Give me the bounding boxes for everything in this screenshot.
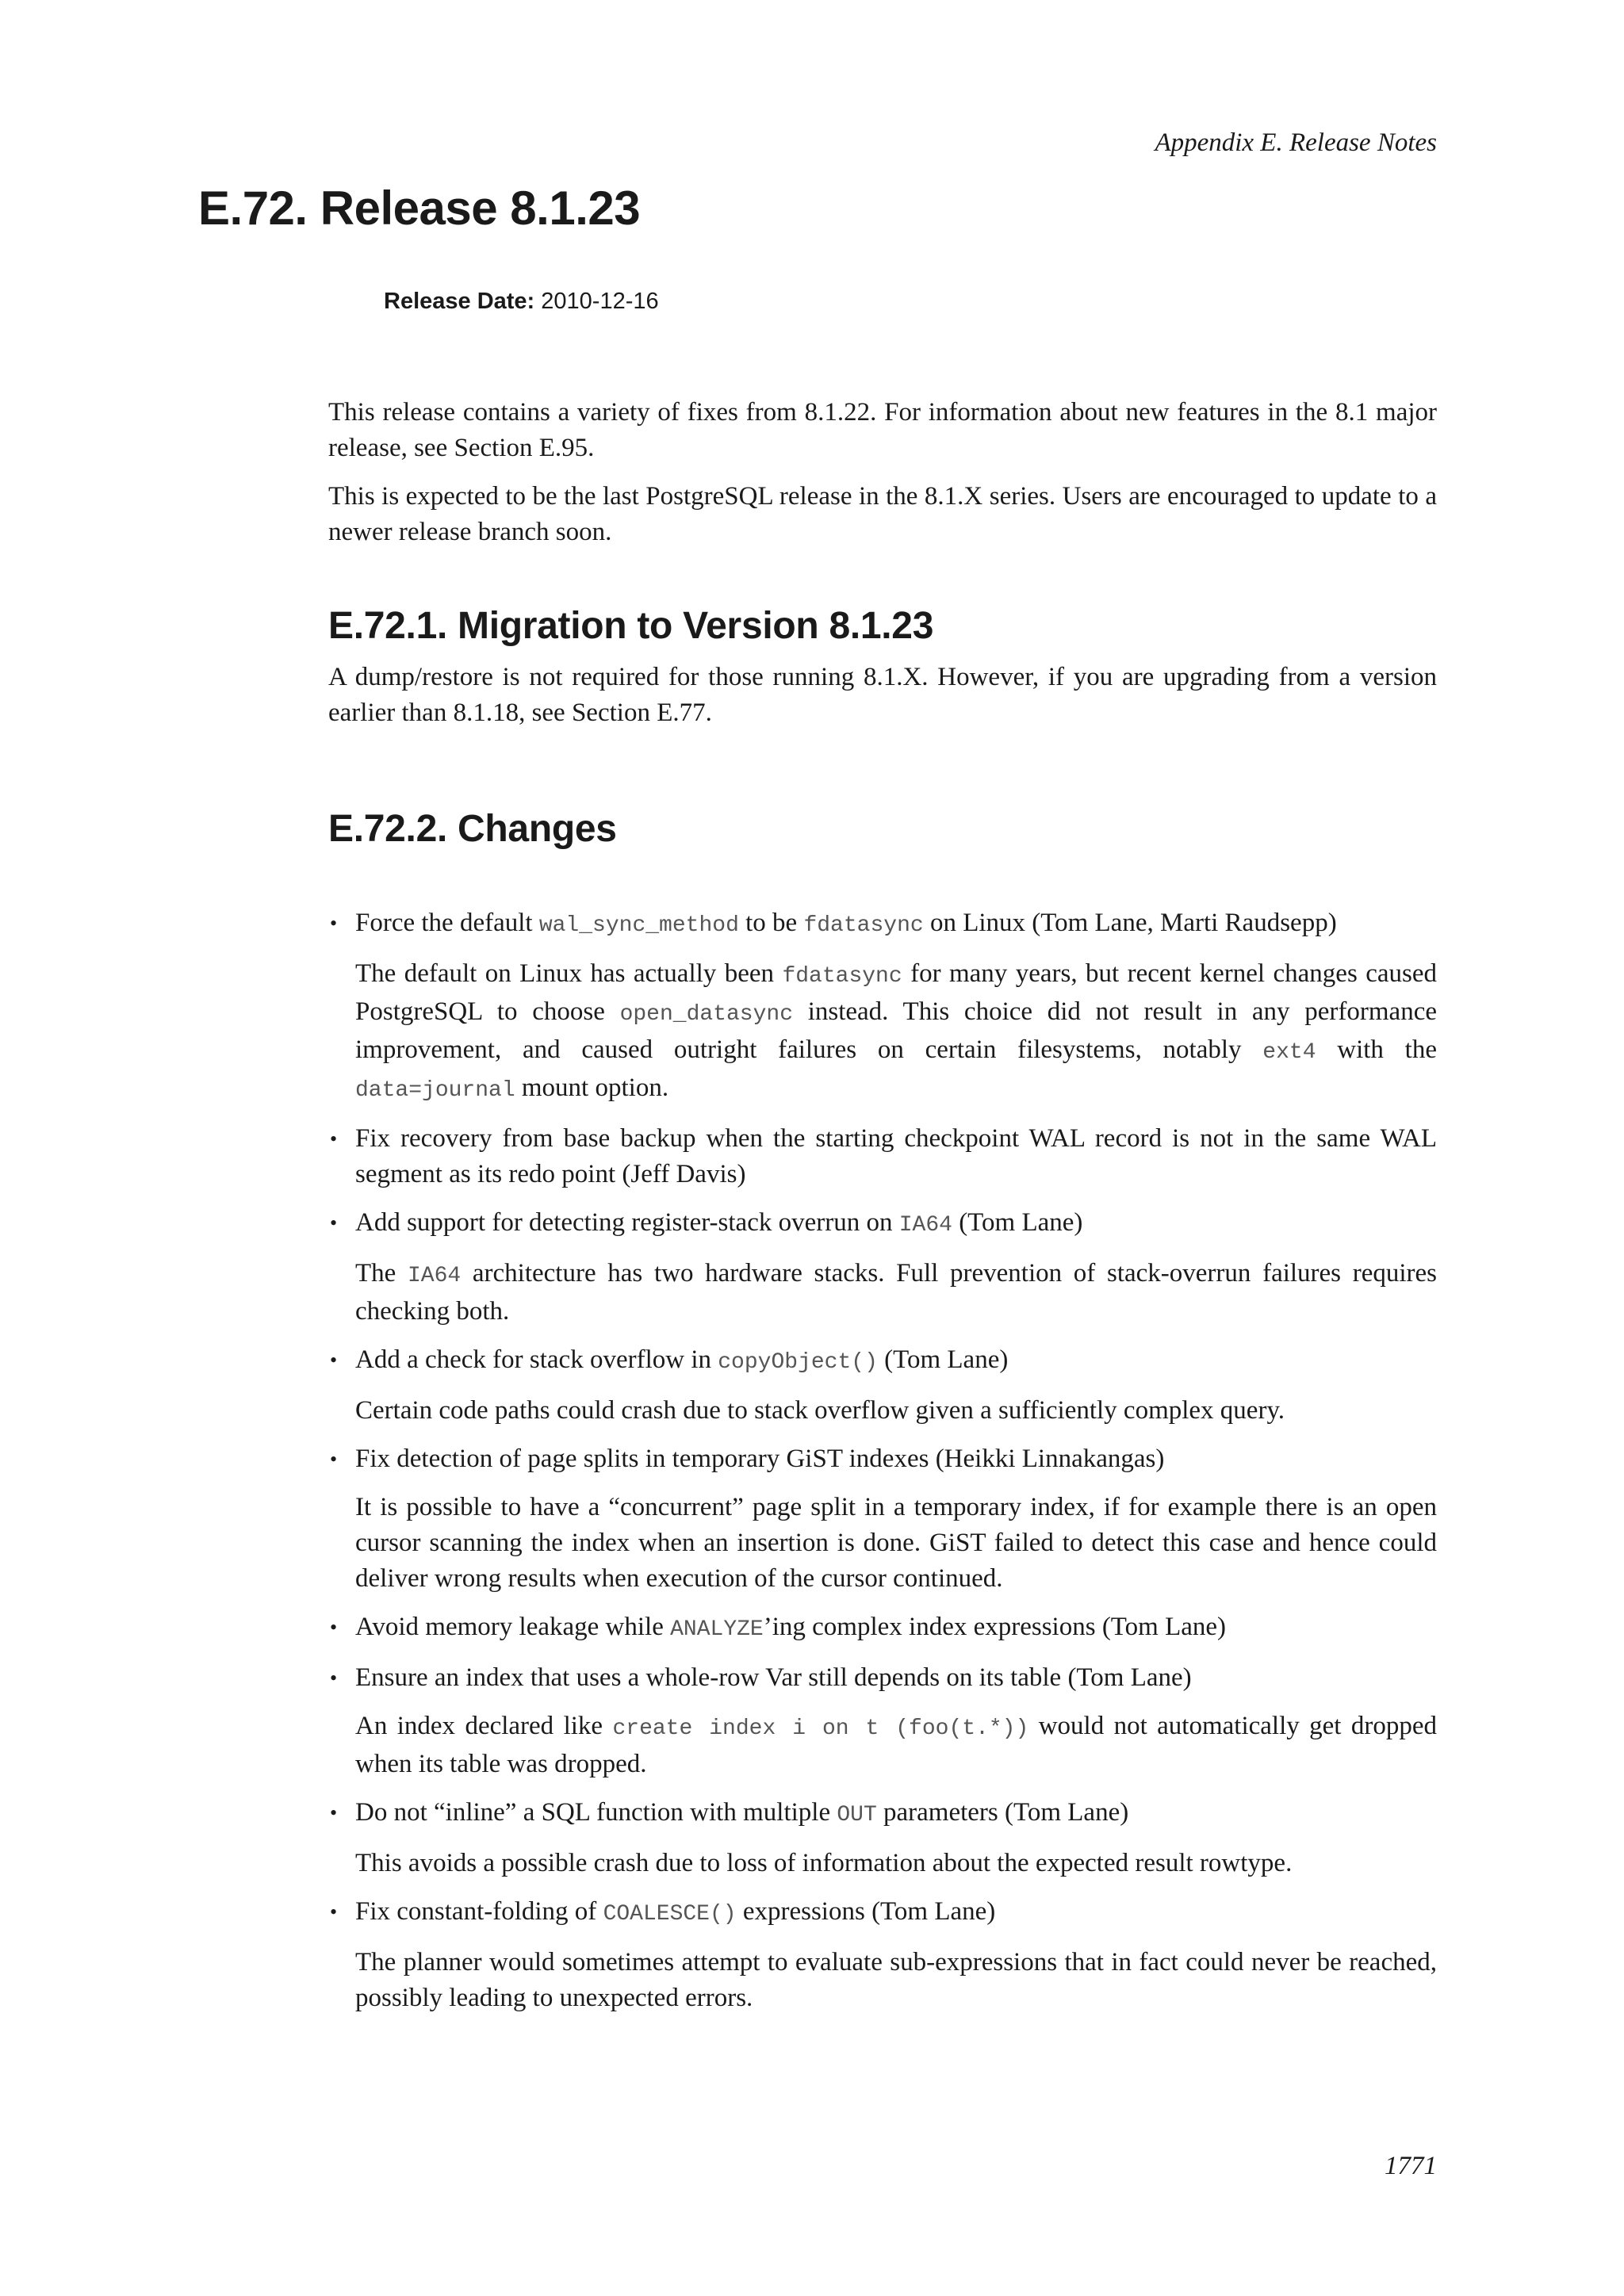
code-literal: data=journal bbox=[355, 1078, 515, 1103]
change-item-whole-row-var bbox=[330, 1660, 1437, 1782]
bullet-icon: • bbox=[330, 912, 338, 935]
intro-paragraph-2: This is expected to be the last PostgreSQL release in the 8.1.X series. Users are encouraged to update to a newer release branch soon. bbox=[328, 482, 1437, 546]
code-literal: IA64 bbox=[898, 1213, 952, 1238]
changes-heading: E.72.2. Changes bbox=[328, 808, 617, 850]
change-item-ia64-stack bbox=[330, 1205, 1437, 1330]
bullet-icon: • bbox=[330, 1349, 338, 1372]
change-description: An index declared like create index i on t (foo(t.*)) would not automatically get dropped when its table was dropped. bbox=[355, 1712, 1437, 1778]
chapter-title: E.72. Release 8.1.23 bbox=[198, 182, 641, 235]
code-literal: COALESCE() bbox=[603, 1902, 737, 1927]
change-description: The IA64 architecture has two hardware stacks. Full prevention of stack-overrun failures requires checking both. bbox=[355, 1259, 1437, 1326]
release-date-line bbox=[384, 289, 659, 315]
changes-list bbox=[328, 905, 1437, 2016]
change-title: Fix constant-folding of COALESCE() expressions (Tom Lane) bbox=[355, 1897, 996, 1927]
bullet-icon: • bbox=[330, 1900, 338, 1923]
change-item-analyze-leak bbox=[330, 1609, 1437, 1647]
main-content bbox=[328, 395, 1437, 2029]
change-description: It is possible to have a “concurrent” page split in a temporary index, if for example there is an open cursor scanning the index when an insertion is done. GiST failed to detect this case and hence could deliver wrong results when execution of the cursor continued. bbox=[355, 1493, 1437, 1593]
change-title: Force the default wal_sync_method to be fdatasync on Linux (Tom Lane, Marti Raudsepp) bbox=[355, 909, 1337, 938]
change-title: Add a check for stack overflow in copyObject() (Tom Lane) bbox=[355, 1345, 1009, 1375]
change-description: Certain code paths could crash due to stack overflow given a sufficiently complex query. bbox=[355, 1396, 1285, 1425]
code-literal: copyObject() bbox=[718, 1350, 878, 1375]
change-title: Fix recovery from base backup when the starting checkpoint WAL record is not in the same WAL segment as its redo point (Jeff Davis) bbox=[355, 1124, 1437, 1188]
page-number: 1771 bbox=[1385, 2152, 1437, 2180]
change-title: Ensure an index that uses a whole-row Var still depends on its table (Tom Lane) bbox=[355, 1663, 1192, 1692]
migration-heading: E.72.1. Migration to Version 8.1.23 bbox=[328, 605, 934, 647]
change-item-coalesce-folding bbox=[330, 1894, 1437, 2016]
code-literal: wal_sync_method bbox=[538, 913, 739, 938]
bullet-icon: • bbox=[330, 1211, 338, 1234]
code-literal: open_datasync bbox=[619, 1002, 793, 1027]
release-date-label: Release Date: bbox=[384, 289, 535, 314]
change-description: The default on Linux has actually been fdatasync for many years, but recent kernel changes caused PostgreSQL to choose open_datasync instead. This choice did not result in any performance improvement, and caused outright failures on certain filesystems, notably ext4 with the data=journal mount option. bbox=[355, 959, 1437, 1103]
change-item-wal-sync-method bbox=[330, 905, 1437, 1108]
change-description: The planner would sometimes attempt to evaluate sub-expressions that in fact could never be reached, possibly leading to unexpected errors. bbox=[355, 1948, 1437, 2012]
change-item-recovery-base-backup bbox=[330, 1121, 1437, 1192]
change-item-copyobject bbox=[330, 1342, 1437, 1429]
bullet-icon: • bbox=[330, 1667, 338, 1689]
change-title: Avoid memory leakage while ANALYZE’ing complex index expressions (Tom Lane) bbox=[355, 1613, 1227, 1642]
change-item-gist-page-splits bbox=[330, 1441, 1437, 1597]
bullet-icon: • bbox=[330, 1801, 338, 1824]
code-literal: fdatasync bbox=[803, 913, 924, 938]
change-item-inline-out-params bbox=[330, 1795, 1437, 1881]
code-literal: fdatasync bbox=[782, 964, 902, 989]
migration-paragraph: A dump/restore is not required for those running 8.1.X. However, if you are upgrading from a version earlier than 8.1.18, see Section E.77. bbox=[328, 663, 1437, 727]
intro-paragraph-1: This release contains a variety of fixes from 8.1.22. For information about new features in the 8.1 major release, see Section E.95. bbox=[328, 398, 1437, 462]
code-literal: IA64 bbox=[407, 1264, 462, 1288]
code-literal: ANALYZE bbox=[670, 1617, 764, 1642]
change-title: Fix detection of page splits in temporary GiST indexes (Heikki Linnakangas) bbox=[355, 1445, 1165, 1473]
change-title: Do not “inline” a SQL function with multiple OUT parameters (Tom Lane) bbox=[355, 1798, 1129, 1827]
running-header: Appendix E. Release Notes bbox=[1155, 128, 1437, 157]
change-title: Add support for detecting register-stack overrun on IA64 (Tom Lane) bbox=[355, 1208, 1083, 1238]
bullet-icon: • bbox=[330, 1127, 338, 1150]
code-literal: ext4 bbox=[1262, 1040, 1316, 1065]
change-description: This avoids a possible crash due to loss of information about the expected result rowtype. bbox=[355, 1849, 1293, 1877]
release-date-value: 2010-12-16 bbox=[541, 289, 659, 314]
bullet-icon: • bbox=[330, 1616, 338, 1639]
code-literal: OUT bbox=[837, 1803, 877, 1827]
bullet-icon: • bbox=[330, 1448, 338, 1471]
code-literal: create index i on t (foo(t.*)) bbox=[612, 1716, 1029, 1741]
